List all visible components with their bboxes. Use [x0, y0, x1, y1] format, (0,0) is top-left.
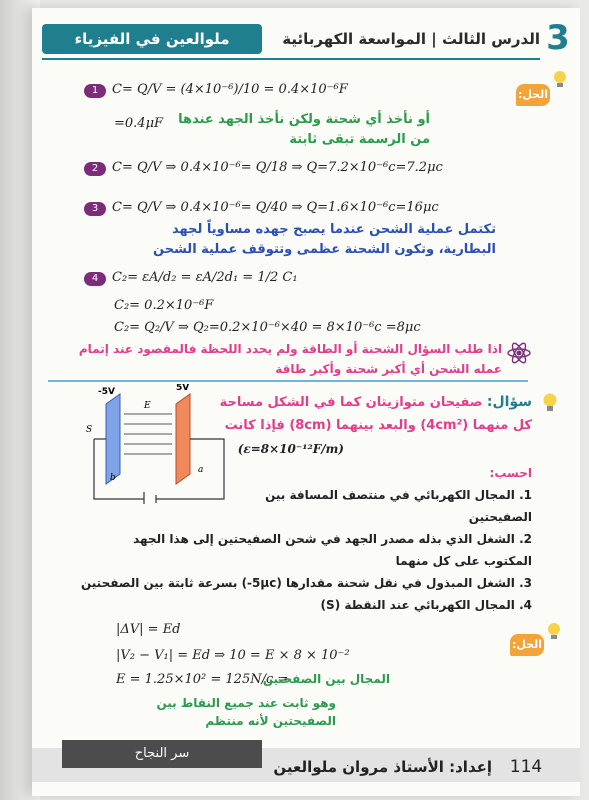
- question-label: سؤال:: [486, 394, 532, 410]
- brand-banner: ملوالعين في الفيزياء: [42, 24, 262, 54]
- answer-1-note-1: أو نأخذ أي شحنة ولكن نأخذ الجهد عندها: [178, 112, 430, 127]
- answer-4-line2: C₂= 0.2×10⁻⁶F: [114, 298, 214, 313]
- solution2-eq2: |V₂ − V₁| = Ed ⇒ 10 = E × 8 × 10⁻²: [116, 648, 350, 663]
- answer-3-line1: 3 C= Q/V ⇒ 0.4×10⁻⁶= Q/40 ⇒ Q=1.6×10⁻⁶c=16μc: [84, 200, 439, 216]
- solution-badge: الحل:: [510, 634, 544, 656]
- point-s-label: S: [86, 425, 93, 435]
- lesson-title: الدرس الثالث | المواسعة الكهربائية: [282, 30, 540, 48]
- solution2-note-2: الصفيحتين لأنه منتظم: [205, 714, 336, 728]
- question-item-1: 1. المجال الكهربائي في منتصف المسافة بين: [265, 488, 532, 502]
- answer-3-note-2: البطارية، وتكون الشحنة عظمى وتتوقف عملية الشحن: [153, 242, 496, 257]
- footer-motto: سر النجاح: [62, 740, 262, 768]
- page-number: 114: [509, 757, 543, 777]
- answer-1-line1: 1 C= Q/V = (4×10⁻⁶)/10 = 0.4×10⁻⁶F: [84, 82, 348, 98]
- answer-1-line2: =0.4μF: [114, 116, 164, 131]
- question-item-2b: المكتوب على كل منهما: [395, 554, 532, 568]
- lightbulb-icon: [542, 392, 558, 416]
- answer-number-badge: 4: [84, 272, 106, 286]
- textbook-page: [32, 8, 580, 796]
- question-text-1: صفيحان متوازيتان كما في الشكل مساحة: [219, 395, 483, 410]
- question-item-2: 2. الشغل الذي بذله مصدر الجهد في شحن الصفيحتين إلى هذا الجهد: [133, 532, 532, 546]
- answer-4-line3: C₂= Q₂/V ⇒ Q₂=0.2×10⁻⁶×40 = 8×10⁻⁶c =8μc: [114, 320, 421, 335]
- capacitor-diagram: [84, 384, 234, 504]
- question-item-4: 4. المجال الكهربائي عند النقطة (S): [320, 598, 532, 612]
- answer-4-line1: 4 C₂= εA/d₂ = εA/2d₁ = 1/2 C₁: [84, 270, 298, 286]
- answer-2-line1: 2 C= Q/V ⇒ 0.4×10⁻⁶= Q/18 ⇒ Q=7.2×10⁻⁶c=7.2μc: [84, 160, 443, 176]
- solution2-eq3: E = 1.25×10² = 125N/c =: [116, 672, 289, 687]
- footer-author: إعداد: الأستاذ مروان ملوالعين: [273, 758, 492, 776]
- question-item-3: 3. الشغل المبذول في نقل شحنة مقدارها (5μc-) بسرعة ثابتة بين الصفحتين: [80, 576, 532, 590]
- right-voltage-label: 5V: [176, 384, 190, 393]
- answer-1-note-2: من الرسمة تبقى ثابتة: [289, 132, 430, 147]
- question-text-2: كل منهما (4cm²) والبعد بينهما (8cm) فإذا كانت: [224, 418, 532, 433]
- answer-number-badge: 1: [84, 84, 106, 98]
- question-line-1: [220, 394, 532, 410]
- section-divider: [48, 380, 528, 382]
- solution2-note-1: وهو ثابت عند جميع النقاط بين: [156, 696, 336, 710]
- point-a-label: a: [198, 465, 204, 475]
- point-b-label: b: [110, 473, 116, 483]
- atom-icon: [506, 340, 532, 366]
- field-label: E: [144, 401, 151, 411]
- question-compute: احسب:: [489, 466, 532, 480]
- solution-badge: الحل:: [516, 84, 550, 106]
- question-item-1b: الصفيحتين: [468, 510, 532, 524]
- answer-number-badge: 2: [84, 162, 106, 176]
- question-epsilon: (ε=8×10⁻¹²F/m): [237, 442, 344, 456]
- page-header: [32, 18, 580, 64]
- answer-number-badge: 3: [84, 202, 106, 216]
- answer-4-note-1: اذا طلب السؤال الشحنة أو الطاقة ولم يحدد اللحظة فالمقصود عند إتمام: [78, 342, 502, 356]
- left-voltage-label: -5V: [98, 387, 115, 397]
- page-footer: [32, 734, 580, 796]
- solution2-eq1: |ΔV| = Ed: [116, 622, 181, 637]
- lightbulb-icon: [546, 622, 562, 642]
- solution2-label: المجال بين الصفحتين: [262, 672, 390, 686]
- lesson-number: 3: [546, 18, 570, 58]
- answer-4-note-2: عمله الشحن أي أكبر شحنة وأكبر طاقة: [275, 362, 502, 376]
- header-rule: [42, 58, 540, 60]
- answer-3-note-1: تكتمل عملية الشحن عندما يصبح جهده مساوياً لجهد: [172, 222, 496, 237]
- lightbulb-icon: [552, 70, 568, 90]
